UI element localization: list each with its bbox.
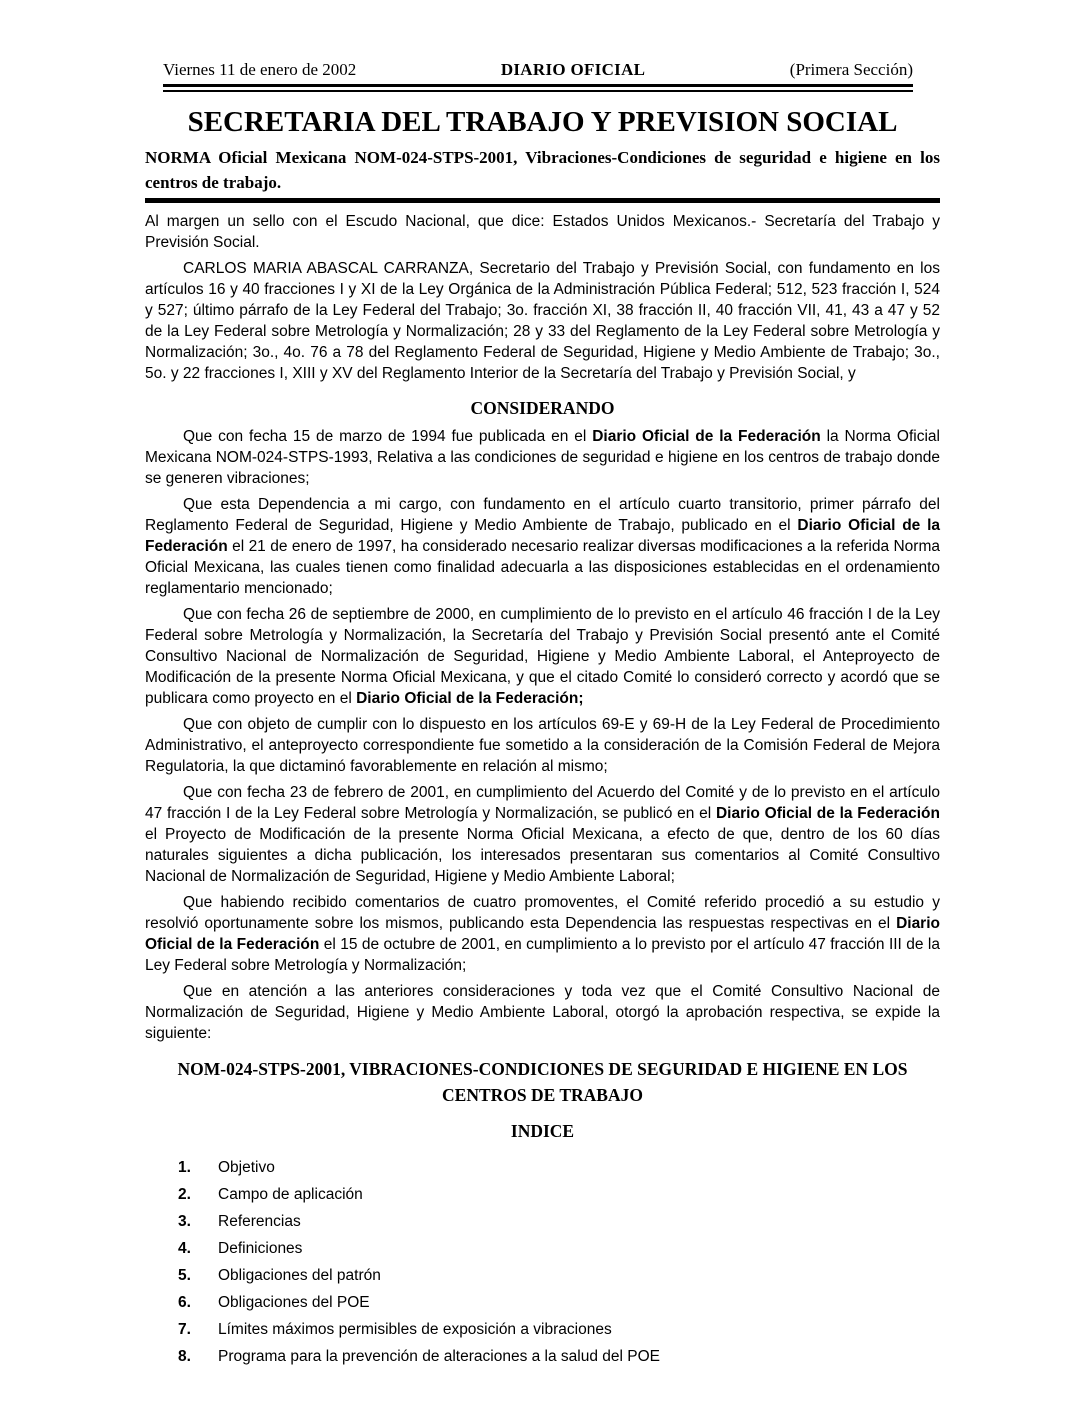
index-item-number: 6. — [178, 1294, 191, 1311]
norma-heading: NORMA Oficial Mexicana NOM-024-STPS-2001, Vibraciones-Condiciones de seguridad e higiene en los centros de trabajo. — [145, 148, 940, 192]
header-date: Viernes 11 de enero de 2002 — [163, 60, 357, 79]
index-item-label: Objetivo — [218, 1159, 275, 1176]
intro-paragraph-secretary: CARLOS MARIA ABASCAL CARRANZA, Secretario del Trabajo y Previsión Social, con fundamento en los artículos 16 y 40 fracciones I y XI de la Ley Orgánica de la Administración Pública Federal; 512, 523 fracción I, 524 y 527; último párrafo de la Ley Federal del Trabajo; 3o. fracción XI, 38 fracción II, 40 fracción VII, 41, 43 a 47 y 52 de la Ley Federal sobre Metrología y Normalización; 28 y 33 del Reglamento de la Ley Federal sobre Metrología y Normalización; 3o., 4o. 76 a 78 del Reglamento Federal de Seguridad, Higiene y Medio Ambiente de Trabajo; 3o., 5o. y 22 fracciones I, XIII y XV del Reglamento Interior de la Secretaría del Trabajo y Previsión Social, y — [145, 260, 940, 382]
header-publication: DIARIO OFICIAL — [500, 60, 646, 79]
index-item — [145, 1265, 940, 1286]
index-item-label: Obligaciones del patrón — [218, 1267, 381, 1284]
index-item-label: Obligaciones del POE — [218, 1294, 370, 1311]
considerando-heading: CONSIDERANDO — [470, 398, 615, 418]
index-item-number: 1. — [178, 1159, 191, 1176]
norma-divider — [145, 198, 940, 203]
considerando-paragraph: Que esta Dependencia a mi cargo, con fundamento en el artículo cuarto transitorio, primer párrafo del Reglamento Federal de Seguridad, Higiene y Medio Ambiente de Trabajo, publicado en el Diario Oficial de la Federación el 21 de enero de 1997, ha considerado necesario realizar diversas modificaciones a la referida Norma Oficial Mexicana, las cuales tienen como finalidad adecuarla a las disposiciones establecidas en el ordenamiento reglamentario mencionado; — [145, 496, 940, 597]
intro-paragraph-seal: Al margen un sello con el Escudo Nacional, que dice: Estados Unidos Mexicanos.- Secretaría del Trabajo y Previsión Social. — [145, 213, 940, 251]
index-item-number: 8. — [178, 1348, 191, 1365]
considerando-paragraph: Que con objeto de cumplir con lo dispuesto en los artículos 69-E y 69-H de la Ley Federal de Procedimiento Administrativo, el anteproyecto correspondiente fue sometido a la consideración de la Comisión Federal de Mejora Regulatoria, la que dictaminó favorablemente en relación al mismo; — [145, 716, 940, 775]
index-item — [145, 1292, 940, 1313]
considerando-paragraph: Que con fecha 26 de septiembre de 2000, en cumplimiento de lo previsto en el artículo 46 fracción I de la Ley Federal sobre Metrología y Normalización, la Secretaría del Trabajo y Previsión Social presentó ante el Comité Consultivo Nacional de Normalización de Seguridad, Higiene y Medio Ambiente Laboral, el Anteproyecto de Modificación de la presente Norma Oficial Mexicana, y que el citado Comité lo consideró correcto y acordó que se publicara como proyecto en el Diario Oficial de la Federación; — [145, 606, 940, 707]
nom-heading: NOM-024-STPS-2001, VIBRACIONES-CONDICIONES DE SEGURIDAD E HIGIENE EN LOS CENTROS DE TRABAJO — [177, 1059, 908, 1105]
page-header — [163, 60, 913, 92]
index-item-label: Referencias — [218, 1213, 301, 1230]
considerando-paragraph: Que con fecha 23 de febrero de 2001, en cumplimiento del Acuerdo del Comité y de lo previsto en el artículo 47 fracción I de la Ley Federal sobre Metrología y Normalización, se publicó en el Diario Oficial de la Federación el Proyecto de Modificación de la presente Norma Oficial Mexicana, a efecto de que, dentro de los 60 días naturales siguientes a dicha publicación, los interesados presentaran sus comentarios al Comité Consultivo Nacional de Normalización de Seguridad, Higiene y Medio Ambiente Laboral; — [145, 784, 940, 885]
index-item — [145, 1238, 940, 1259]
index-item-number: 4. — [178, 1240, 191, 1257]
considerando-paragraph: Que con fecha 15 de marzo de 1994 fue publicada en el Diario Oficial de la Federación la Norma Oficial Mexicana NOM-024-STPS-1993, Relativa a las condiciones de seguridad e higiene en los centros de trabajo donde se generen vibraciones; — [145, 428, 940, 487]
index-item — [145, 1211, 940, 1232]
index-item — [145, 1319, 940, 1340]
index-item-number: 5. — [178, 1267, 191, 1284]
index-item-label: Definiciones — [218, 1240, 303, 1257]
index-item — [145, 1346, 940, 1367]
index-item-number: 7. — [178, 1321, 191, 1338]
index-list — [145, 1157, 940, 1367]
document-body — [145, 105, 940, 1367]
index-item-number: 2. — [178, 1186, 191, 1203]
index-item — [145, 1157, 940, 1178]
index-item — [145, 1184, 940, 1205]
header-section: (Primera Sección) — [789, 60, 913, 79]
index-item-label: Campo de aplicación — [218, 1186, 363, 1203]
header-divider — [163, 84, 913, 92]
index-item-number: 3. — [178, 1213, 191, 1230]
considerando-paragraph: Que en atención a las anteriores consideraciones y toda vez que el Comité Consultivo Nacional de Normalización de Seguridad, Higiene y Medio Ambiente Laboral, otorgó la aprobación respectiva, se expide la siguiente: — [145, 983, 940, 1042]
indice-heading: INDICE — [510, 1121, 575, 1141]
considerando-paragraph: Que habiendo recibido comentarios de cuatro promoventes, el Comité referido procedió a su estudio y resolvió oportunamente sobre los mismos, publicando esta Dependencia las respuestas respectivas en el Diario Oficial de la Federación el 15 de octubre de 2001, en cumplimiento a lo previsto por el artículo 47 fracción III de la Ley Federal sobre Metrología y Normalización; — [145, 894, 940, 974]
index-item-label: Límites máximos permisibles de exposición a vibraciones — [218, 1321, 612, 1338]
index-item-label: Programa para la prevención de alteraciones a la salud del POE — [218, 1348, 661, 1365]
page-title: SECRETARIA DEL TRABAJO Y PREVISION SOCIAL — [187, 106, 898, 138]
